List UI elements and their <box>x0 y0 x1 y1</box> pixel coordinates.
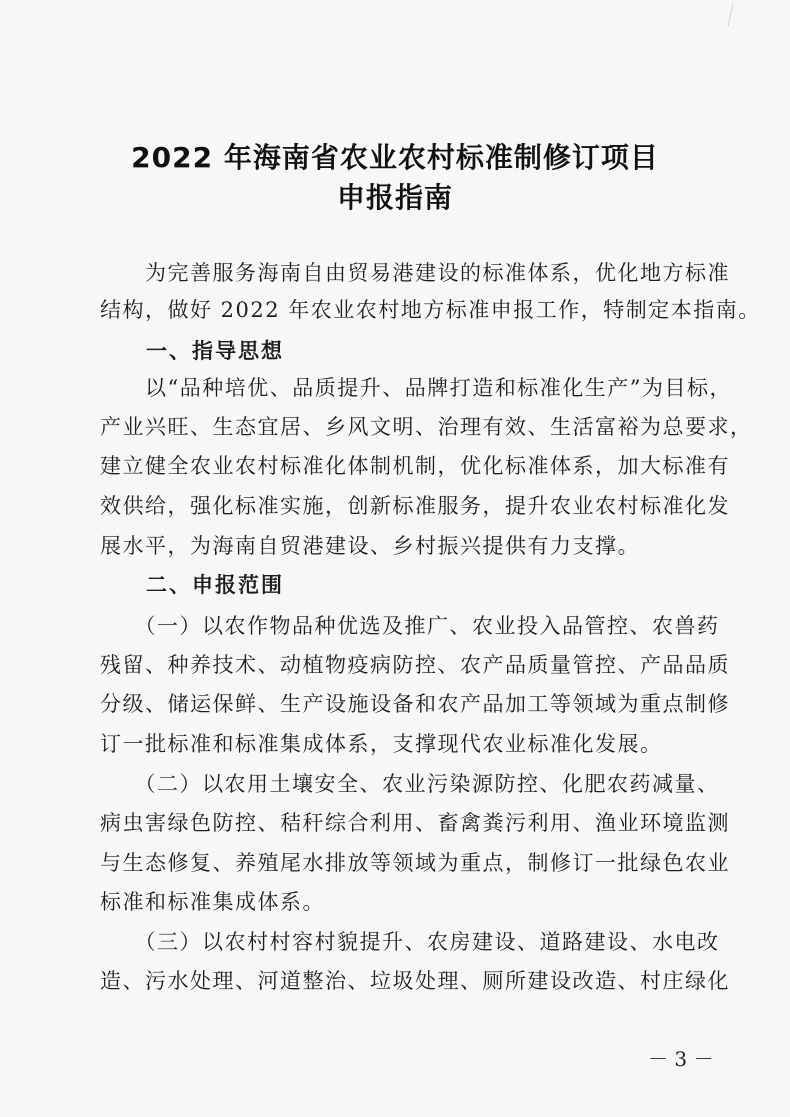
paragraph-line: 结构，做好 2022 年农业农村地方标准申报工作，特制定本指南。 <box>100 298 761 322</box>
paragraph-line: 订一批标准和标准集成体系，支撑现代农业标准化发展。 <box>100 732 663 756</box>
paragraph-line: 产业兴旺、生态宜居、乡风文明、治理有效、生活富裕为总要求， <box>100 415 753 439</box>
paragraph-line: 与生态修复、养殖尾水排放等领域为重点，制修订一批绿色农业 <box>100 851 730 875</box>
paragraph-line: 标准和标准集成体系。 <box>100 890 325 914</box>
document-title-line-2: 申报指南 <box>336 181 453 214</box>
paragraph-line: 为完善服务海南自由贸易港建设的标准体系，优化地方标准 <box>100 261 730 285</box>
paragraph-line: 以“品种培优、品质提升、品牌打造和标准化生产”为目标， <box>100 376 732 400</box>
paragraph-line: 分级、储运保鲜、生产设施设备和农产品加工等领域为重点制修 <box>100 692 730 716</box>
paragraph-line: 展水平，为海南自贸港建设、乡村振兴提供有力支撑。 <box>100 534 640 558</box>
paragraph-line: （二）以农用土壤安全、农业污染源防控、化肥农药减量、 <box>100 772 720 796</box>
paragraph-line: 残留、种养技术、动植物疫病防控、农产品质量管控、产品品质 <box>100 653 730 677</box>
paragraph-line: （三）以农村村容村貌提升、农房建设、道路建设、水电改 <box>100 930 720 954</box>
section-heading: 一、指导思想 <box>100 339 284 363</box>
paragraph-line: 病虫害绿色防控、秸秆综合利用、畜禽粪污利用、渔业环境监测 <box>100 811 730 835</box>
paragraph-line: 造、污水处理、河道整治、垃圾处理、厕所建设改造、村庄绿化 <box>100 969 730 993</box>
paragraph-line: 建立健全农业农村标准化体制机制，优化标准体系，加大标准有 <box>100 454 730 478</box>
paragraph-line: 效供给，强化标准实施，创新标准服务，提升农业农村标准化发 <box>100 494 730 518</box>
page-number: － 3 － <box>648 1047 714 1071</box>
paragraph-line: （一）以农作物品种优选及推广、农业投入品管控、农兽药 <box>100 614 720 638</box>
scan-artifact <box>728 3 748 30</box>
document-title-line-1: 2022 年海南省农业农村标准制修订项目 <box>131 141 659 174</box>
section-heading: 二、申报范围 <box>100 573 284 597</box>
